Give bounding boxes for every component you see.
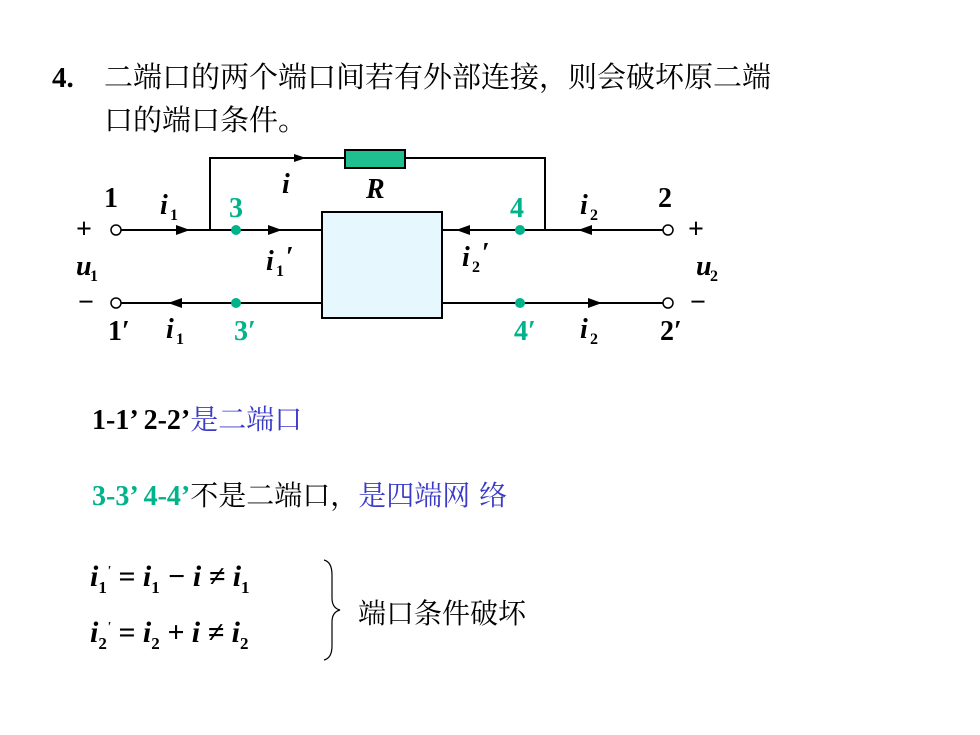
eq2-a-sub: 2 <box>151 634 160 653</box>
heading-line1: 二端口的两个端口间若有外部连接，则会破坏原二端 <box>104 60 772 94</box>
label-i1p <box>266 242 294 280</box>
label-terminal-1: 1 <box>104 183 118 214</box>
i1-top-sub: 1 <box>170 207 178 224</box>
line-a-prefix: 1-1’ 2-2’ <box>92 405 191 436</box>
equation-1 <box>90 560 250 598</box>
label-current-i: i <box>282 169 290 200</box>
line-b-prefix: 3-3’ 4-4’ <box>92 481 191 512</box>
eq2-lhs: i <box>90 616 99 649</box>
arrow-i1-bottom <box>168 298 182 308</box>
i2p-letter: i <box>462 242 470 273</box>
node-4p-dot <box>515 298 525 308</box>
label-u1 <box>76 251 98 285</box>
eq1-lhs: i <box>90 560 99 593</box>
i1-bottom-sub: 1 <box>176 331 184 348</box>
arrow-i2p <box>456 225 470 235</box>
label-node-4p: 4′ <box>514 316 536 347</box>
label-terminal-2p: 2′ <box>660 316 682 347</box>
u2-sub: 2 <box>710 268 718 285</box>
label-i2-bottom <box>580 314 598 348</box>
label-node-3p: 3′ <box>234 316 256 347</box>
i2-top-letter: i <box>580 190 588 221</box>
label-plus-left: + <box>76 214 92 245</box>
line-a-suffix: 是二端口 <box>190 403 303 436</box>
eq2-op: + <box>159 616 192 649</box>
arrow-i2-bottom <box>588 298 602 308</box>
eq2-c: i <box>231 616 240 649</box>
network-box <box>322 212 442 318</box>
arrow-i1p <box>268 225 282 235</box>
line-four-terminal <box>92 474 507 514</box>
u2-letter: u <box>696 251 712 282</box>
eq1-equals: = <box>110 560 143 593</box>
eq1-b: i <box>192 560 202 593</box>
line-b-mid: 不是二端口， <box>190 479 359 512</box>
i2-top-sub: 2 <box>590 207 598 224</box>
eq1-op: − <box>159 560 193 593</box>
right-brace <box>324 560 340 660</box>
eq1-ne: ≠ <box>201 560 233 593</box>
eq2-b: i <box>191 616 201 649</box>
i1p-letter: i <box>266 246 274 277</box>
i1-bottom-letter: i <box>166 314 174 345</box>
label-i1-top <box>160 190 178 224</box>
label-minus-right: − <box>690 287 706 318</box>
label-i2-top <box>580 190 598 224</box>
eq1-a-sub: 1 <box>151 578 160 597</box>
label-i2p <box>462 238 490 276</box>
heading-line2: 口的端口条件。 <box>104 103 308 137</box>
line-b-suffix: 是四端网 络 <box>358 479 508 512</box>
label-terminal-2: 2 <box>658 183 672 214</box>
terminal-1p-circle <box>111 298 121 308</box>
label-resistor-R: R <box>366 174 385 205</box>
arrow-i1-top <box>176 225 190 235</box>
eq1-a: i <box>142 560 152 593</box>
u1-sub: 1 <box>90 268 98 285</box>
i1p-prime: ′ <box>286 242 294 273</box>
eq2-lhs-sub: 2 <box>98 634 107 653</box>
eq1-c-sub: 1 <box>241 578 250 597</box>
i1p-sub: 1 <box>276 263 284 280</box>
label-minus-left: − <box>78 287 94 318</box>
line-two-port <box>92 398 302 438</box>
label-terminal-1p: 1′ <box>108 316 130 347</box>
equation-2 <box>90 616 248 654</box>
label-node-4: 4 <box>510 193 524 224</box>
label-u2 <box>696 251 718 285</box>
u1-letter: u <box>76 251 92 282</box>
eq2-a: i <box>142 616 152 649</box>
label-node-3: 3 <box>229 193 243 224</box>
i2p-sub: 2 <box>472 259 480 276</box>
eq2-ne: ≠ <box>200 616 232 649</box>
i1-top-letter: i <box>160 190 168 221</box>
port-condition-note: 端口条件破坏 <box>358 597 527 630</box>
node-3p-dot <box>231 298 241 308</box>
terminal-2-circle <box>663 225 673 235</box>
terminal-2p-circle <box>663 298 673 308</box>
heading-number: 4. <box>52 62 74 94</box>
eq2-equals: = <box>110 616 143 649</box>
eq2-c-sub: 2 <box>239 634 249 653</box>
eq1-c: i <box>232 560 242 593</box>
arrow-i2-top <box>578 225 592 235</box>
node-4-dot <box>515 225 525 235</box>
eq1-lhs-sub: 1 <box>98 578 107 597</box>
eq1-apostrophe: ' <box>106 564 111 579</box>
resistor-R <box>345 150 405 168</box>
i2-bottom-letter: i <box>580 314 588 345</box>
i2p-prime: ′ <box>482 238 490 269</box>
i2-bottom-sub: 2 <box>590 331 598 348</box>
node-3-dot <box>231 225 241 235</box>
terminal-1-circle <box>111 225 121 235</box>
arrow-i-head <box>294 154 306 162</box>
label-i1-bottom <box>166 314 184 348</box>
eq2-apostrophe: ' <box>106 620 111 635</box>
label-plus-right: + <box>688 214 704 245</box>
